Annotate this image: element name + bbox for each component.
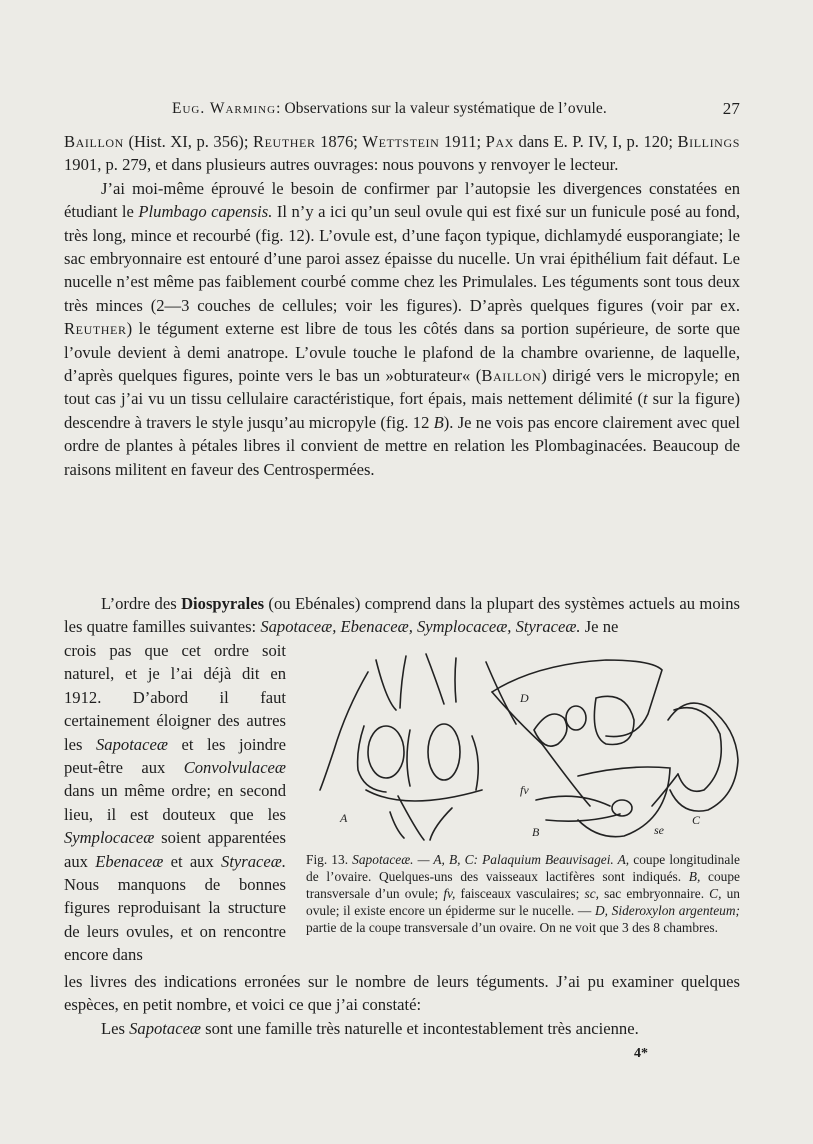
paragraph-1 <box>64 130 740 177</box>
text-run: et les joindre peut-être aux <box>64 734 286 778</box>
caption-ref: B, <box>688 869 701 885</box>
text-run: Les <box>101 1018 130 1038</box>
figure-label-b: B <box>532 825 540 839</box>
text-run: (Hist. XI, p. 356); <box>123 132 253 151</box>
author-ref: Baillon <box>64 132 124 151</box>
text-run: 1911; <box>439 132 486 151</box>
figure-label-se: se <box>654 823 664 837</box>
text-run: (ou Ebénales) comprend dans la plupart des systèmes actuels au moins les quatre familles suivantes: <box>64 594 740 637</box>
text-run: coupe longitudinale de l’ovaire. Quelques-uns des vaisseaux lactifères sont indiqués. <box>306 852 740 885</box>
text-run: dans un même ordre; en second lieu, il est douteux que les <box>64 781 286 824</box>
text-run: ). Je ne vois pas encore clairement avec quel ordre de plantes à pétales libres il convient de mettre en relation les Plombaginacées. Beaucoup de raisons militent en faveur des Centrospermées. <box>64 412 741 479</box>
family-name: Styraceæ. <box>221 851 286 871</box>
caption-number: Fig. 13. <box>306 852 353 867</box>
text-run: dans E. P. IV, I, p. 120; <box>514 132 678 151</box>
species-name: Plumbago capensis. <box>138 202 273 222</box>
text-run: sur la figure) descendre à travers le style jusqu’au micropyle (fig. 12 <box>64 389 740 432</box>
figure-label-a: A <box>340 811 348 825</box>
family-name: Sapotaceæ <box>96 734 168 754</box>
text-run: soient apparentées aux <box>64 828 286 871</box>
text-run: partie de la coupe transversale d’un ovaire. On ne voit que 3 des 8 chambres. <box>306 920 718 936</box>
text-run: sont une famille très naturelle et incontestablement très ancienne. <box>201 1018 639 1038</box>
text-run: Je ne <box>580 617 619 637</box>
caption-ref: sc, <box>584 886 599 902</box>
family-names: Sapotaceæ, Ebenaceæ, Symplocaceæ, Styraceæ. <box>260 617 581 637</box>
figure-label-fv: fv <box>520 783 529 797</box>
author-ref: Pax <box>485 132 515 151</box>
text-run: un ovule; il existe encore un épiderme sur le nucelle. — <box>306 886 740 919</box>
narrow-column <box>64 639 286 967</box>
signature-mark: 4* <box>634 1046 648 1061</box>
figure-ref: B <box>433 412 444 432</box>
family-name: Sapotaceæ <box>129 1018 202 1038</box>
main-text <box>64 130 740 481</box>
running-head: Eug. Warming: Observations sur la valeur systématique de l’ovule. 27 <box>172 99 740 118</box>
caption-species: D, Sideroxylon argenteum; <box>594 903 740 919</box>
figure-13 <box>306 640 740 848</box>
text-run: L’ordre des <box>101 594 182 613</box>
figure-13-drawing <box>306 640 740 848</box>
figure-label-d: D <box>520 691 529 705</box>
figure-label-c: C <box>692 813 701 827</box>
caption-ref: C, <box>709 886 722 902</box>
page-number: 27 <box>722 99 740 118</box>
text-run: J’ai moi-même éprouvé le besoin de confirmer par l’autopsie les divergences constatées en étudiant le <box>64 178 740 222</box>
text-run: coupe transversale d’un ovule; <box>306 869 740 902</box>
text-run: et aux <box>163 851 222 871</box>
text-run: Il n’y a ici qu’un seul ovule qui est fixé sur un funicule posé au fond, très long, mince et recourbé (fig. 12). L’ovule est, d’une façon typique, dichlamydé eusporangiate; le sac embryonnaire est entouré d’une paroi assez épaisse du nucelle. Un vrai épithélium fait défaut. Le nucelle n’est même pas faiblement courbé comme chez les Primulales. Les téguments sont tous deux très minces (2—3 couches de cellules; voir les figures). D’après quelques figures (voir par ex. <box>64 202 740 315</box>
figure-ref: t <box>643 389 648 409</box>
family-name: Convolvulaceæ <box>183 758 286 778</box>
bottom-paragraph-2 <box>64 1017 740 1040</box>
author-ref: Baillon <box>481 366 542 386</box>
text-run: ) dirigé vers le micropyle; en tout cas j’ai vu un tissu cellulaire caractéristique, fort épais, mais nettement délimité ( <box>64 366 740 409</box>
text-run: Nous manquons de bonnes figures reproduisant la structure de leurs ovules, et on rencontre encore dans <box>64 875 286 965</box>
text-run: sac embryonnaire. <box>599 886 710 902</box>
text-run: crois pas que cet ordre soit naturel, et je l’ai déjà dit en 1912. D’abord il faut certainement éloigner des autres les <box>64 641 286 754</box>
author-ref: Reuther <box>64 319 127 339</box>
author-ref: Wettstein <box>362 132 440 151</box>
text-run: faisceaux vasculaires; <box>455 886 585 902</box>
figure-caption <box>306 851 740 936</box>
text-run: ) le tégument externe est libre de tous les côtés dans sa portion supérieure, de sorte que l’ovule devient à demi anatrope. L’ovule touche le plafond de la chambre ovarienne, de laquelle, d’après quelques figures, pointe vers le bas un »obturateur« ( <box>64 319 740 386</box>
paragraph-2 <box>64 177 740 481</box>
text-run: 1901, p. 279, et dans plusieurs autres ouvrages: nous pouvons y renvoyer le lecteur. <box>64 155 619 175</box>
running-head-title: Observations sur la valeur systématique de l’ovule. <box>284 100 607 117</box>
order-name: Diospyrales <box>181 594 265 613</box>
bottom-paragraph-1: les livres des indications erronées sur le nombre de leurs téguments. J’ai pu examiner quelques espèces, en petit nombre, et voici ce que j’ai constaté: <box>64 972 740 1015</box>
author-ref: Reuther <box>252 132 316 151</box>
family-name: Ebenaceæ <box>95 851 164 871</box>
bottom-text <box>64 970 740 1040</box>
paragraph-3 <box>64 592 740 639</box>
family-name: Symplocaceæ <box>64 828 155 848</box>
text-run: 1876; <box>315 132 363 151</box>
caption-ref: fv, <box>443 886 456 902</box>
author-ref: Billings <box>677 132 740 151</box>
running-head-author: Eug. Warming <box>172 100 277 117</box>
caption-species: Sapotaceæ. — A, B, C: Palaquium Beauvisagei. A, <box>352 852 630 867</box>
